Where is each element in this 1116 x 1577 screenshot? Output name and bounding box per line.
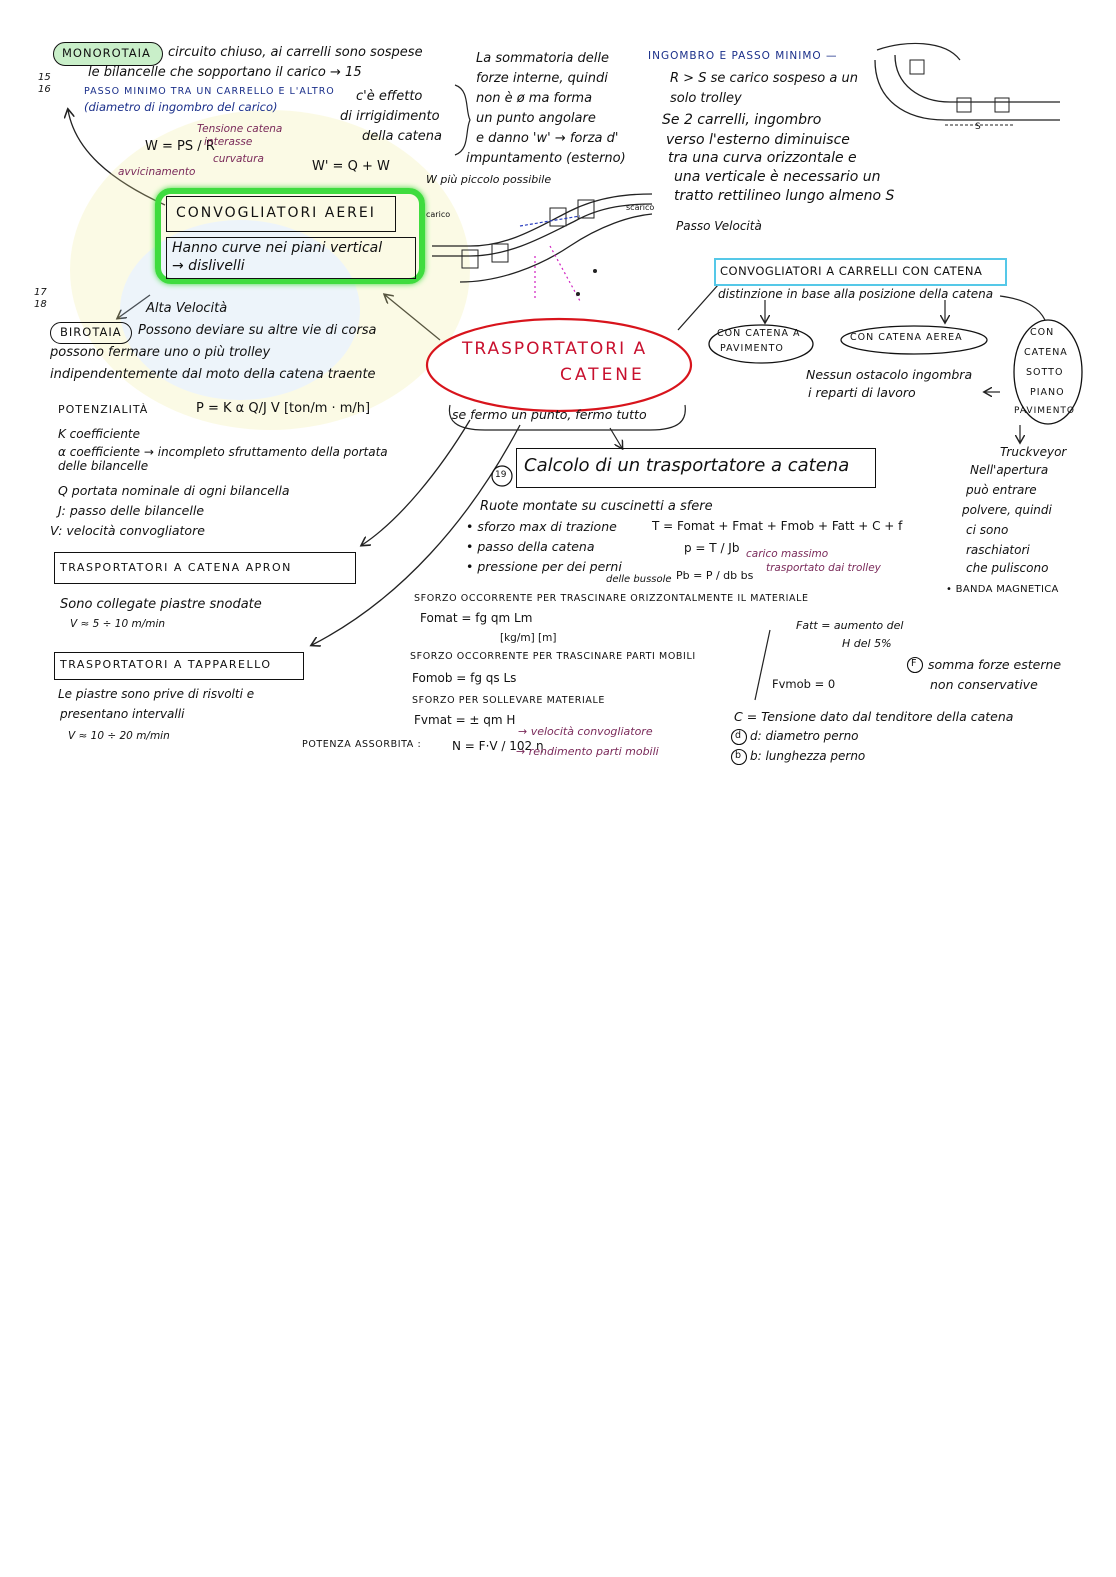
potenzialita-j: J: passo delle bilancelle bbox=[58, 503, 205, 518]
monorotaia-passo-line1: PASSO MINIMO TRA UN CARRELLO E L'ALTRO bbox=[84, 86, 335, 97]
calcolo-passo-formula: p = T / Jb bbox=[684, 541, 740, 555]
birotaia-label: BIROTAIA bbox=[60, 325, 122, 339]
calcolo-fomob: Fomob = fg qs Ls bbox=[412, 671, 517, 685]
calcolo-f-marker: F bbox=[911, 658, 917, 669]
ingombro-line4: verso l'esterno diminuisce bbox=[666, 132, 850, 148]
carrelli-opt3-line4: PIANO bbox=[1030, 387, 1065, 398]
ingombro-line6: una verticale è necessario un bbox=[674, 169, 881, 185]
birotaia-line1: Possono deviare su altre vie di corsa bbox=[138, 323, 377, 338]
sommatoria-line5: e danno 'w' → forza d' bbox=[476, 131, 619, 146]
calcolo-rend-note: → rendimento parti mobili bbox=[516, 745, 659, 758]
calcolo-potenza-label: POTENZA ASSORBITA : bbox=[302, 739, 422, 750]
tapparello-line1: Le piastre sono prive di risvolti e bbox=[58, 687, 255, 701]
curve-diagram bbox=[865, 40, 1065, 140]
ingombro-diagram-s: S bbox=[975, 122, 981, 132]
calcolo-sforzo: • sforzo max di trazione bbox=[466, 519, 617, 534]
ingombro-line7: tratto rettilineo lungo almeno S bbox=[674, 188, 895, 204]
center-title-line2: CATENE bbox=[560, 365, 645, 385]
monorotaia-w-prime: W' = Q + W bbox=[312, 159, 390, 174]
calcolo-f-note-line2: non conservative bbox=[930, 677, 1038, 692]
monorotaia-tension-label: Tensione catena bbox=[197, 123, 283, 135]
ingombro-line5: tra una curva orizzontale e bbox=[668, 150, 857, 166]
aerei-title: CONVOGLIATORI AEREI bbox=[176, 205, 376, 221]
aerei-desc-line2: → dislivelli bbox=[172, 258, 245, 274]
ingombro-line2: solo trolley bbox=[670, 91, 742, 106]
monorotaia-curvatura-label: curvatura bbox=[213, 153, 264, 165]
ingombro-line1: R > S se carico sospeso a un bbox=[670, 71, 858, 86]
monorotaia-irrigidimento-line2: di irrigidimento bbox=[340, 109, 440, 124]
potenzialita-formula: P = K α Q/J V [ton/m · m/h] bbox=[196, 401, 371, 416]
ingombro-line8: Passo Velocità bbox=[676, 219, 762, 233]
carrelli-opt1-line2: PAVIMENTO bbox=[720, 343, 784, 354]
truckveyor-line1: Truckveyor bbox=[1000, 445, 1067, 459]
calcolo-fomat: Fomat = fg qm Lm bbox=[420, 611, 533, 625]
calcolo-sforzo-oriz: SFORZO OCCORRENTE PER TRASCINARE ORIZZONTALMENTE IL MATERIALE bbox=[414, 593, 809, 604]
calcolo-pressione: • pressione per dei perni bbox=[466, 559, 622, 574]
birotaia-page-ref: 17 18 bbox=[34, 287, 47, 310]
carrelli-nessun-line2: i reparti di lavoro bbox=[808, 385, 916, 400]
truckveyor-line6: raschiatori bbox=[966, 543, 1030, 557]
sommatoria-line6: impuntamento (esterno) bbox=[466, 151, 626, 166]
calcolo-fvmat: Fvmat = ± qm H bbox=[414, 713, 516, 727]
calcolo-fomat-units: [kg/m] [m] bbox=[500, 632, 557, 644]
monorotaia-avvicinamento-label: avvicinamento bbox=[118, 166, 196, 178]
calcolo-carico-note-line2: trasportato dai trolley bbox=[766, 562, 881, 574]
calcolo-sforzo-mobili: SFORZO OCCORRENTE PER TRASCINARE PARTI MOBILI bbox=[410, 651, 696, 662]
calcolo-b-note: b: lunghezza perno bbox=[750, 749, 866, 763]
carrelli-subtitle: distinzione in base alla posizione della catena bbox=[718, 287, 994, 301]
calcolo-fatt-line1: Fatt = aumento del bbox=[796, 619, 904, 632]
sommatoria-line4: un punto angolare bbox=[476, 111, 596, 126]
monorotaia-interasse-label: interasse bbox=[204, 136, 253, 148]
potenzialita-alpha: α coefficiente → incompleto sfruttamento della portata delle bilancelle bbox=[58, 445, 388, 473]
tapparello-line2: presentano intervalli bbox=[60, 707, 185, 721]
calcolo-c-note: C = Tensione dato dal tenditore della catena bbox=[734, 709, 1014, 724]
truckveyor-line3: può entrare bbox=[966, 483, 1037, 497]
diagram-carico: carico bbox=[426, 210, 451, 219]
monorotaia-page-ref: 15 16 bbox=[38, 72, 51, 95]
calcolo-title: Calcolo di un trasportatore a catena bbox=[524, 455, 850, 476]
calcolo-bussole: delle bussole bbox=[606, 574, 672, 585]
calcolo-sforzo-formula: T = Fomat + Fmat + Fmob + Fatt + C + f bbox=[652, 519, 903, 533]
ingombro-line3: Se 2 carrelli, ingombro bbox=[662, 112, 822, 128]
calcolo-pb: Pb = P / db bs bbox=[676, 569, 754, 582]
calcolo-d-marker: d bbox=[735, 730, 742, 741]
birotaia-line3: indipendentemente dal moto della catena traente bbox=[50, 367, 376, 382]
calcolo-vel-note: → velocità convogliatore bbox=[518, 725, 653, 738]
carrelli-opt3-line1: CON bbox=[1030, 327, 1055, 338]
center-note: se fermo un punto, fermo tutto bbox=[452, 407, 647, 422]
potenzialita-k: K coefficiente bbox=[58, 427, 141, 441]
birotaia-line2: possono fermare uno o più trolley bbox=[50, 345, 271, 360]
calcolo-carico-note-line1: carico massimo bbox=[746, 548, 829, 560]
carrelli-opt3-line2: CATENA bbox=[1024, 347, 1068, 358]
monorotaia-irrigidimento-line3: della catena bbox=[362, 129, 442, 144]
carrelli-opt1-line1: CON CATENA A bbox=[717, 328, 801, 339]
carrelli-opt3-line3: SOTTO bbox=[1026, 367, 1064, 378]
monorotaia-formula-w: W = PS / R bbox=[145, 139, 215, 154]
center-title-line1: TRASPORTATORI A bbox=[462, 339, 648, 359]
calcolo-ruote: Ruote montate su cuscinetti a sfere bbox=[480, 499, 713, 514]
monorotaia-text-line1: circuito chiuso, ai carrelli sono sospese bbox=[168, 45, 423, 60]
carrelli-opt2: CON CATENA AEREA bbox=[850, 332, 963, 343]
calcolo-sforzo-soll: SFORZO PER SOLLEVARE MATERIALE bbox=[412, 695, 605, 706]
calcolo-fatt-line2: H del 5% bbox=[842, 637, 892, 650]
birotaia-alta-velocita: Alta Velocità bbox=[146, 301, 228, 316]
calcolo-b-marker: b bbox=[735, 750, 742, 761]
tapparello-title: TRASPORTATORI A TAPPARELLO bbox=[60, 658, 272, 671]
calcolo-d-note: d: diametro perno bbox=[750, 729, 859, 743]
apron-line1: Sono collegate piastre snodate bbox=[60, 597, 262, 612]
truckveyor-line4: polvere, quindi bbox=[962, 503, 1052, 517]
sommatoria-line2: forze interne, quindi bbox=[476, 71, 608, 86]
monorotaia-label: MONOROTAIA bbox=[62, 46, 151, 60]
carrelli-title: CONVOGLIATORI A CARRELLI CON CATENA bbox=[720, 264, 983, 278]
monorotaia-text-line2: le bilancelle che sopportano il carico → 15 bbox=[88, 65, 362, 80]
banda-magnetica: • BANDA MAGNETICA bbox=[946, 584, 1059, 595]
tapparello-line3: V ≈ 10 ÷ 20 m/min bbox=[68, 730, 170, 742]
calcolo-passo: • passo della catena bbox=[466, 539, 595, 554]
calcolo-fvmob: Fvmob = 0 bbox=[772, 677, 836, 691]
monorotaia-irrigidimento-line1: c'è effetto bbox=[356, 89, 423, 104]
truckveyor-line5: ci sono bbox=[966, 523, 1009, 537]
potenzialita-label: POTENZIALITÀ bbox=[58, 403, 149, 416]
sommatoria-line1: La sommatoria delle bbox=[476, 51, 609, 66]
carrelli-opt3-line5: PAVIMENTO bbox=[1014, 406, 1076, 416]
aerei-desc-line1: Hanno curve nei piani vertical bbox=[172, 240, 383, 256]
carrelli-nessun-line1: Nessun ostacolo ingombra bbox=[806, 367, 973, 382]
truckveyor-line7: che puliscono bbox=[966, 561, 1049, 575]
diagram-scarico: scarico bbox=[626, 203, 655, 212]
sommatoria-w-note: W più piccolo possibile bbox=[426, 173, 552, 186]
calcolo-page-ref: 19 bbox=[495, 470, 507, 480]
monorotaia-passo-line2: (diametro di ingombro del carico) bbox=[84, 100, 278, 114]
potenzialita-v: V: velocità convogliatore bbox=[50, 523, 205, 538]
sommatoria-line3: non è ø ma forma bbox=[476, 91, 593, 106]
calcolo-f-note-line1: somma forze esterne bbox=[928, 657, 1062, 672]
chain-path-diagram bbox=[430, 186, 655, 306]
apron-line2: V ≈ 5 ÷ 10 m/min bbox=[70, 618, 166, 630]
ingombro-title: INGOMBRO E PASSO MINIMO — bbox=[648, 50, 838, 62]
potenzialita-q: Q portata nominale di ogni bilancella bbox=[58, 483, 290, 498]
truckveyor-line2: Nell'apertura bbox=[970, 463, 1049, 477]
apron-title: TRASPORTATORI A CATENA APRON bbox=[60, 561, 292, 574]
calcolo-potenza-formula: N = F·V / 102 η bbox=[452, 739, 544, 753]
